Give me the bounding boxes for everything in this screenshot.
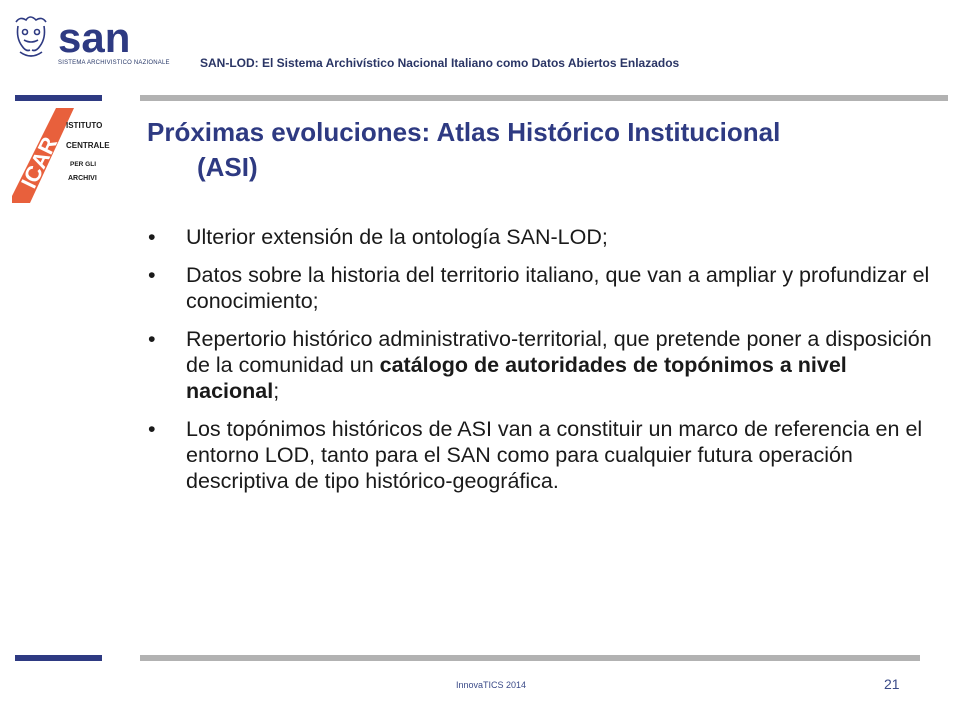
bullet-dot-icon: • bbox=[148, 263, 156, 287]
top-left-accent-bar bbox=[15, 95, 102, 101]
bullet-dot-icon: • bbox=[148, 225, 156, 249]
bottom-right-divider-bar bbox=[140, 655, 920, 661]
bottom-left-accent-bar bbox=[15, 655, 102, 661]
slide-title-line-2: (ASI) bbox=[197, 152, 258, 182]
bullet-text-bold: catálogo de autoridades de topónimos a nivel nacional bbox=[186, 353, 847, 403]
san-tagline: SISTEMA ARCHIVISTICO NAZIONALE bbox=[58, 60, 170, 66]
page-number: 21 bbox=[884, 676, 900, 692]
slide-title bbox=[147, 115, 947, 185]
bullet-item bbox=[148, 326, 938, 404]
bullet-list bbox=[148, 224, 938, 506]
bullet-text: Ulterior extensión de la ontología SAN-LOD; bbox=[186, 225, 608, 249]
san-emblem-icon bbox=[16, 17, 46, 56]
bullet-dot-icon: • bbox=[148, 417, 156, 441]
bullet-item bbox=[148, 262, 938, 314]
top-right-divider-bar bbox=[140, 95, 948, 101]
icar-logo bbox=[12, 108, 122, 203]
icar-line-3: PER GLI bbox=[70, 161, 97, 168]
bullet-text-pre: Repertorio histórico administrativo-territorial, que pretende poner a disposición de la comunidad un bbox=[186, 327, 932, 377]
bullet-item bbox=[148, 416, 938, 494]
bullet-item bbox=[148, 224, 938, 250]
header-caption: SAN-LOD: El Sistema Archivístico Nacional Italiano como Datos Abiertos Enlazados bbox=[200, 56, 680, 70]
icar-line-1: ISTITUTO bbox=[66, 121, 103, 130]
slide-title-line-1: Próximas evoluciones: Atlas Histórico Institucional bbox=[147, 117, 781, 147]
icar-line-4: ARCHIVI bbox=[68, 175, 97, 182]
bullet-text: Los topónimos históricos de ASI van a constituir un marco de referencia en el entorno LOD, tanto para el SAN como para cualquier futura operación descriptiva de tipo histórico-geográfica. bbox=[186, 417, 923, 493]
icar-line-2: CENTRALE bbox=[66, 141, 110, 150]
bullet-text-post: ; bbox=[273, 379, 280, 403]
footer-event: InnovaTICS 2014 bbox=[456, 680, 527, 690]
san-logo-wordmark: san bbox=[58, 14, 131, 61]
bullet-text: Datos sobre la historia del territorio italiano, que van a ampliar y profundizar el conocimiento; bbox=[186, 263, 930, 313]
icar-vertical-text: ICAR bbox=[16, 132, 63, 193]
bullet-dot-icon: • bbox=[148, 327, 156, 351]
